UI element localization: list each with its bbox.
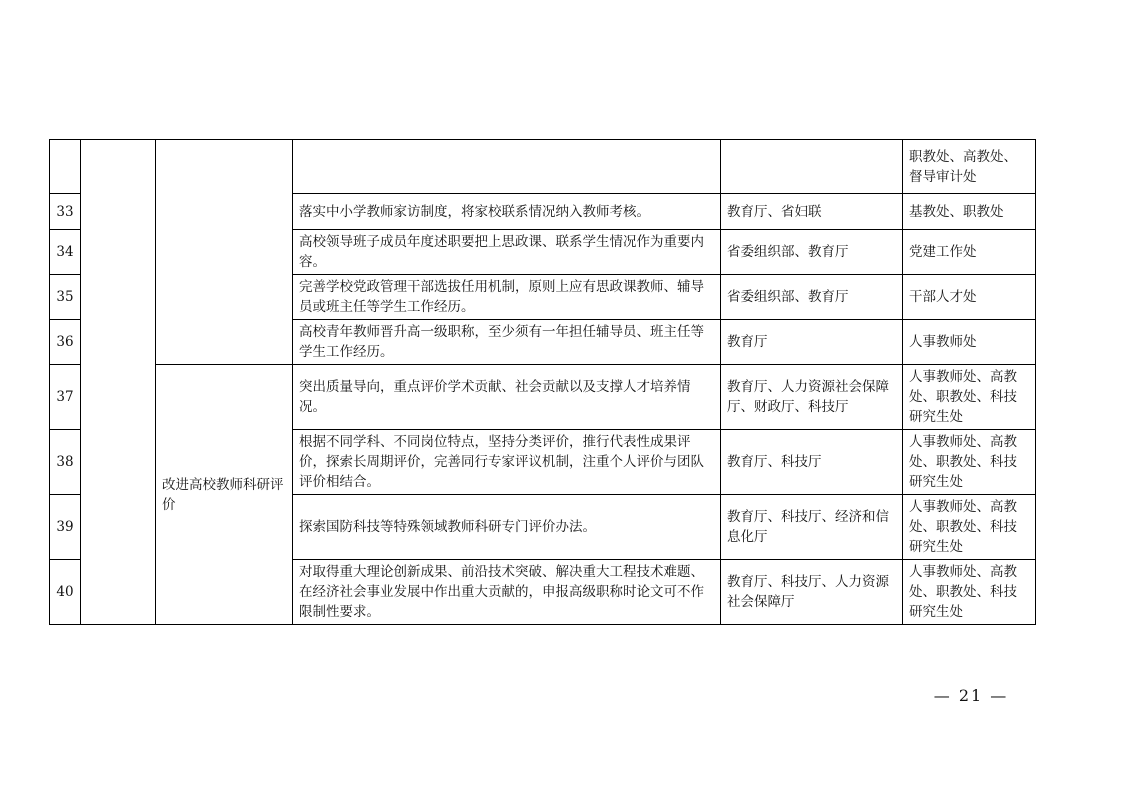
lead-unit: 省委组织部、教育厅 bbox=[721, 230, 903, 275]
responsible-dept: 人事教师处、高教处、职教处、科技研究生处 bbox=[903, 430, 1036, 495]
lead-unit: 省委组织部、教育厅 bbox=[721, 275, 903, 320]
measure-text: 高校领导班子成员年度述职要把上思政课、联系学生情况作为重要内容。 bbox=[293, 230, 721, 275]
lead-unit: 教育厅、人力资源社会保障厅、财政厅、科技厅 bbox=[721, 365, 903, 430]
lead-unit: 教育厅、科技厅、人力资源社会保障厅 bbox=[721, 560, 903, 625]
lead-unit: 教育厅、省妇联 bbox=[721, 194, 903, 230]
row-number: 34 bbox=[50, 230, 81, 275]
table-row bbox=[50, 365, 1036, 430]
task-table bbox=[49, 139, 1036, 625]
responsible-dept: 职教处、高教处、督导审计处 bbox=[903, 140, 1036, 194]
responsible-dept: 人事教师处、高教处、职教处、科技研究生处 bbox=[903, 365, 1036, 430]
responsible-dept: 人事教师处、高教处、职教处、科技研究生处 bbox=[903, 495, 1036, 560]
measure-text: 对取得重大理论创新成果、前沿技术突破、解决重大工程技术难题、在经济社会事业发展中作出重大贡献的，申报高级职称时论文可不作限制性要求。 bbox=[293, 560, 721, 625]
responsible-dept: 人事教师处、高教处、职教处、科技研究生处 bbox=[903, 560, 1036, 625]
row-number: 39 bbox=[50, 495, 81, 560]
page-number: — 21 — bbox=[933, 686, 1009, 705]
responsible-dept: 人事教师处 bbox=[903, 320, 1036, 365]
measure-text: 根据不同学科、不同岗位特点，坚持分类评价，推行代表性成果评价，探索长周期评价，完善同行专家评议机制，注重个人评价与团队评价相结合。 bbox=[293, 430, 721, 495]
lead-unit: 教育厅 bbox=[721, 320, 903, 365]
responsible-dept: 干部人才处 bbox=[903, 275, 1036, 320]
row-number: 35 bbox=[50, 275, 81, 320]
row-number: 33 bbox=[50, 194, 81, 230]
lead-unit: 教育厅、科技厅 bbox=[721, 430, 903, 495]
measure-text: 高校青年教师晋升高一级职称，至少须有一年担任辅导员、班主任等学生工作经历。 bbox=[293, 320, 721, 365]
row-number: 40 bbox=[50, 560, 81, 625]
row-number: 37 bbox=[50, 365, 81, 430]
measure-text: 完善学校党政管理干部选拔任用机制，原则上应有思政课教师、辅导员或班主任等学生工作经历。 bbox=[293, 275, 721, 320]
measure-text: 落实中小学教师家访制度，将家校联系情况纳入教师考核。 bbox=[293, 194, 721, 230]
measure-text: 探索国防科技等特殊领域教师科研专门评价办法。 bbox=[293, 495, 721, 560]
responsible-dept: 基教处、职教处 bbox=[903, 194, 1036, 230]
row-number: 38 bbox=[50, 430, 81, 495]
row-number: 36 bbox=[50, 320, 81, 365]
table-row bbox=[50, 140, 1036, 194]
measure-text: 突出质量导向，重点评价学术贡献、社会贡献以及支撑人才培养情况。 bbox=[293, 365, 721, 430]
responsible-dept: 党建工作处 bbox=[903, 230, 1036, 275]
category-cell: 改进高校教师科研评价 bbox=[156, 365, 293, 625]
lead-unit: 教育厅、科技厅、经济和信息化厅 bbox=[721, 495, 903, 560]
